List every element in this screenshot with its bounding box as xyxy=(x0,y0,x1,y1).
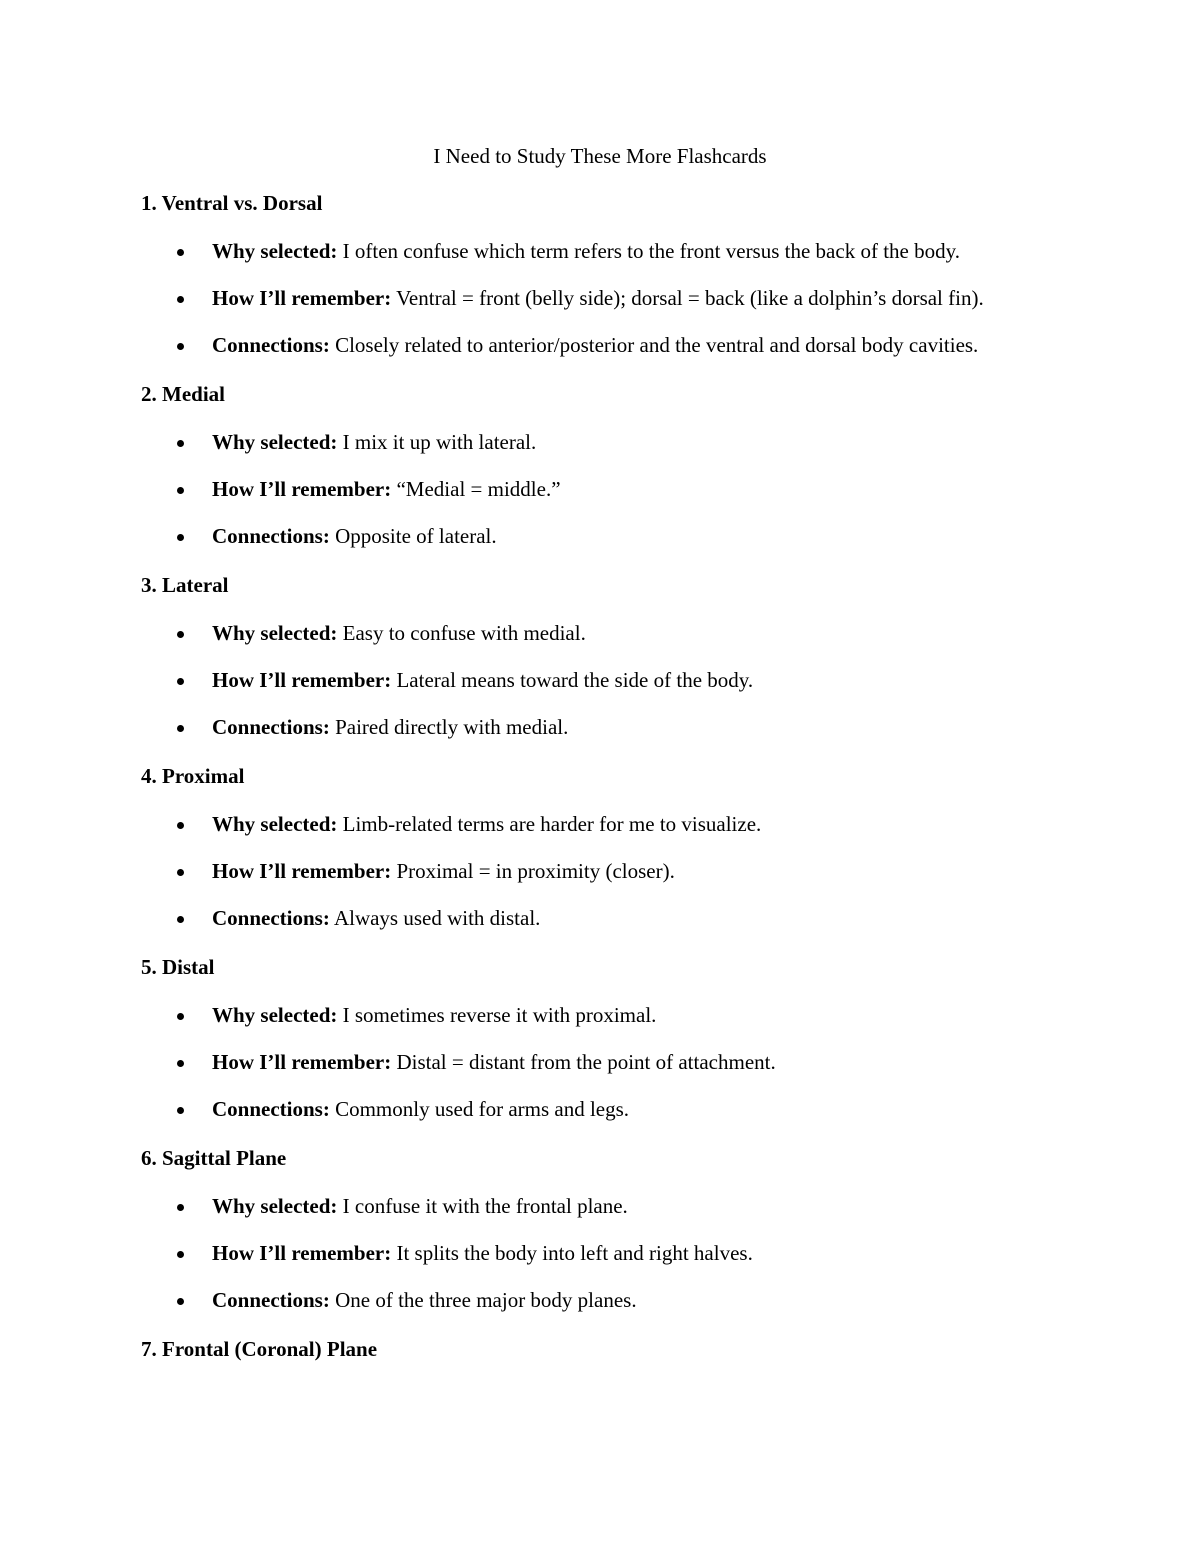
item-text: Ventral = front (belly side); dorsal = back (like a dolphin’s dorsal fin). xyxy=(396,286,984,310)
list-item xyxy=(141,236,1061,267)
list-item xyxy=(141,856,1061,887)
bullet-list xyxy=(141,809,1061,934)
item-label: How I’ll remember: xyxy=(212,1050,392,1074)
list-item xyxy=(141,521,1061,552)
list-item xyxy=(141,1000,1061,1031)
item-label: Why selected: xyxy=(212,1003,338,1027)
item-text: Distal = distant from the point of attachment. xyxy=(396,1050,776,1074)
document-title: I Need to Study These More Flashcards xyxy=(433,144,767,168)
item-text: Lateral means toward the side of the body. xyxy=(396,668,754,692)
bullet-icon xyxy=(177,1060,184,1067)
item-label: Why selected: xyxy=(212,621,338,645)
list-item xyxy=(141,1238,1061,1269)
item-label: How I’ll remember: xyxy=(212,859,392,883)
section-heading: 7. Frontal (Coronal) Plane xyxy=(141,1337,378,1361)
item-text: Proximal = in proximity (closer). xyxy=(396,859,675,883)
section-medial xyxy=(141,380,1061,552)
section-heading: 6. Sagittal Plane xyxy=(141,1146,287,1170)
section-heading: 4. Proximal xyxy=(141,764,245,788)
section-heading: 2. Medial xyxy=(141,382,225,406)
item-label: How I’ll remember: xyxy=(212,477,392,501)
item-text: Always used with distal. xyxy=(333,906,541,930)
item-label: Connections: xyxy=(212,906,330,930)
list-item xyxy=(141,330,1061,361)
bullet-icon xyxy=(177,249,184,256)
section-proximal xyxy=(141,762,1061,934)
bullet-list xyxy=(141,427,1061,552)
item-text: Opposite of lateral. xyxy=(335,524,497,548)
bullet-icon xyxy=(177,534,184,541)
item-text: Paired directly with medial. xyxy=(335,715,569,739)
list-item xyxy=(141,903,1061,934)
item-label: Connections: xyxy=(212,333,330,357)
item-text: I mix it up with lateral. xyxy=(342,430,537,454)
item-text: I sometimes reverse it with proximal. xyxy=(342,1003,657,1027)
section-distal xyxy=(141,953,1061,1125)
bullet-icon xyxy=(177,725,184,732)
bullet-icon xyxy=(177,822,184,829)
bullet-icon xyxy=(177,1204,184,1211)
item-text: “Medial = middle.” xyxy=(396,477,561,501)
list-item xyxy=(141,1285,1061,1316)
list-item xyxy=(141,712,1061,743)
bullet-list xyxy=(141,236,1061,361)
list-item xyxy=(141,427,1061,458)
bullet-icon xyxy=(177,916,184,923)
section-lateral xyxy=(141,571,1061,743)
bullet-icon xyxy=(177,343,184,350)
list-item xyxy=(141,474,1061,505)
list-item xyxy=(141,1094,1061,1125)
bullet-icon xyxy=(177,1251,184,1258)
bullet-icon xyxy=(177,631,184,638)
bullet-icon xyxy=(177,1107,184,1114)
list-item xyxy=(141,809,1061,840)
item-label: Connections: xyxy=(212,524,330,548)
section-sagittal-plane xyxy=(141,1144,1061,1316)
item-label: How I’ll remember: xyxy=(212,286,392,310)
item-text: Commonly used for arms and legs. xyxy=(335,1097,630,1121)
item-text: Easy to confuse with medial. xyxy=(342,621,586,645)
list-item xyxy=(141,1191,1061,1222)
item-text: One of the three major body planes. xyxy=(335,1288,637,1312)
bullet-icon xyxy=(177,869,184,876)
bullet-icon xyxy=(177,296,184,303)
bullet-icon xyxy=(177,678,184,685)
list-item xyxy=(141,665,1061,696)
bullet-icon xyxy=(177,1013,184,1020)
section-ventral-dorsal xyxy=(141,189,1061,361)
bullet-list xyxy=(141,1191,1061,1316)
bullet-icon xyxy=(177,487,184,494)
bullet-list xyxy=(141,1000,1061,1125)
item-label: Connections: xyxy=(212,1288,330,1312)
item-text: I often confuse which term refers to the front versus the back of the body. xyxy=(342,239,960,263)
list-item xyxy=(141,618,1061,649)
item-text: I confuse it with the frontal plane. xyxy=(342,1194,628,1218)
bullet-icon xyxy=(177,1298,184,1305)
section-heading: 3. Lateral xyxy=(141,573,229,597)
section-heading: 5. Distal xyxy=(141,955,215,979)
section-frontal-plane xyxy=(141,1335,1061,1363)
item-text: It splits the body into left and right halves. xyxy=(396,1241,753,1265)
item-text: Limb-related terms are harder for me to visualize. xyxy=(342,812,762,836)
item-label: Why selected: xyxy=(212,239,338,263)
bullet-list xyxy=(141,618,1061,743)
item-label: How I’ll remember: xyxy=(212,668,392,692)
item-label: How I’ll remember: xyxy=(212,1241,392,1265)
document-body xyxy=(141,189,1061,1382)
list-item xyxy=(141,283,1061,314)
item-label: Why selected: xyxy=(212,812,338,836)
bullet-icon xyxy=(177,440,184,447)
section-heading: 1. Ventral vs. Dorsal xyxy=(141,191,323,215)
item-label: Why selected: xyxy=(212,1194,338,1218)
list-item xyxy=(141,1047,1061,1078)
item-label: Why selected: xyxy=(212,430,338,454)
item-label: Connections: xyxy=(212,715,330,739)
item-text: Closely related to anterior/posterior and the ventral and dorsal body cavities. xyxy=(335,333,979,357)
item-label: Connections: xyxy=(212,1097,330,1121)
